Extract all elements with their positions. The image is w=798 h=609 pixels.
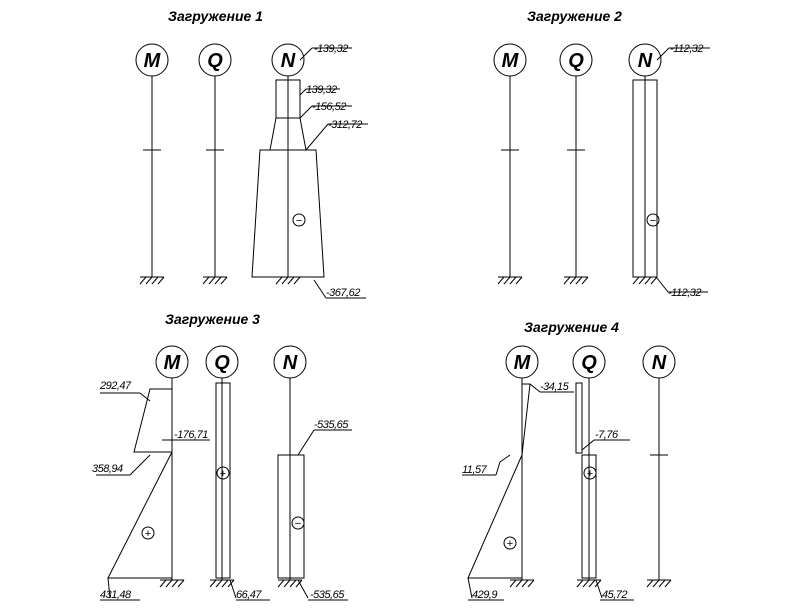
m-symbol: M (143, 50, 161, 72)
m4-bottom-label: 429,9 (472, 589, 498, 601)
n-symbol: N (637, 50, 653, 72)
minus-sign: − (649, 215, 657, 227)
m3-jump-label: 358,94 (92, 463, 123, 475)
load-case-4-title: Загружение 4 (524, 319, 619, 335)
n-diagram-2 (629, 44, 710, 292)
m3-mid-label: -176,71 (174, 429, 208, 441)
plus-sign: + (586, 468, 594, 480)
n-symbol: N (282, 352, 298, 374)
q3-bottom-label: 66,47 (236, 589, 262, 601)
n1-wide-label: -312,72 (328, 119, 362, 131)
load-case-2 (494, 8, 710, 299)
plus-sign: + (506, 538, 514, 550)
m3-bottom-label: 431,48 (100, 589, 131, 601)
n2-top-label: -112,32 (670, 43, 703, 55)
n-diagram-3 (274, 346, 352, 600)
minus-sign: − (295, 215, 303, 227)
supports-2 (498, 277, 657, 284)
n1-top-label: -139,32 (314, 43, 348, 55)
q-diagram-4 (573, 346, 634, 600)
load-case-1-title: Загружение 1 (168, 8, 263, 24)
q-diagram-2 (560, 44, 592, 277)
supports-4 (510, 580, 671, 587)
load-case-2-title: Загружение 2 (527, 8, 622, 24)
load-case-1 (136, 8, 368, 299)
m4-mid-label: 11,57 (462, 464, 487, 476)
load-case-3-title: Загружение 3 (165, 311, 260, 327)
q-symbol: Q (207, 50, 223, 72)
q-symbol: Q (214, 352, 230, 374)
plus-sign: + (144, 528, 152, 540)
q-symbol: Q (581, 352, 597, 374)
q-diagram-1 (199, 44, 231, 277)
m-diagram-1 (136, 44, 168, 277)
q4-bottom-label: 45,72 (602, 589, 628, 601)
supports-3 (160, 580, 302, 587)
n3-top-label: -535,65 (314, 419, 348, 431)
n1-mid-label: -156,52 (312, 101, 346, 113)
m-symbol: M (501, 50, 519, 72)
n1-bottom-label: -367,62 (326, 287, 360, 299)
q-diagram-3 (206, 346, 270, 600)
n-diagram-1 (252, 44, 368, 298)
n3-bottom-label: -535,65 (310, 589, 344, 601)
m-symbol: M (513, 352, 531, 374)
minus-sign: − (294, 518, 302, 530)
q-symbol: Q (568, 50, 584, 72)
q4-top-label: -7,76 (595, 429, 618, 441)
m-symbol: M (163, 352, 181, 374)
plus-sign: + (219, 468, 227, 480)
n-symbol: N (651, 352, 667, 374)
n-symbol: N (280, 50, 296, 72)
m4-top-label: -34,15 (540, 381, 569, 393)
m-diagram-2 (494, 44, 526, 277)
load-case-3 (92, 311, 352, 601)
supports-1 (140, 277, 300, 284)
n1-step-label: 139,32 (306, 84, 337, 96)
m3-top-label: 292,47 (100, 380, 131, 392)
load-case-4 (462, 319, 675, 601)
n2-bottom-label: -112,32 (668, 287, 701, 299)
n-diagram-4 (643, 346, 675, 580)
